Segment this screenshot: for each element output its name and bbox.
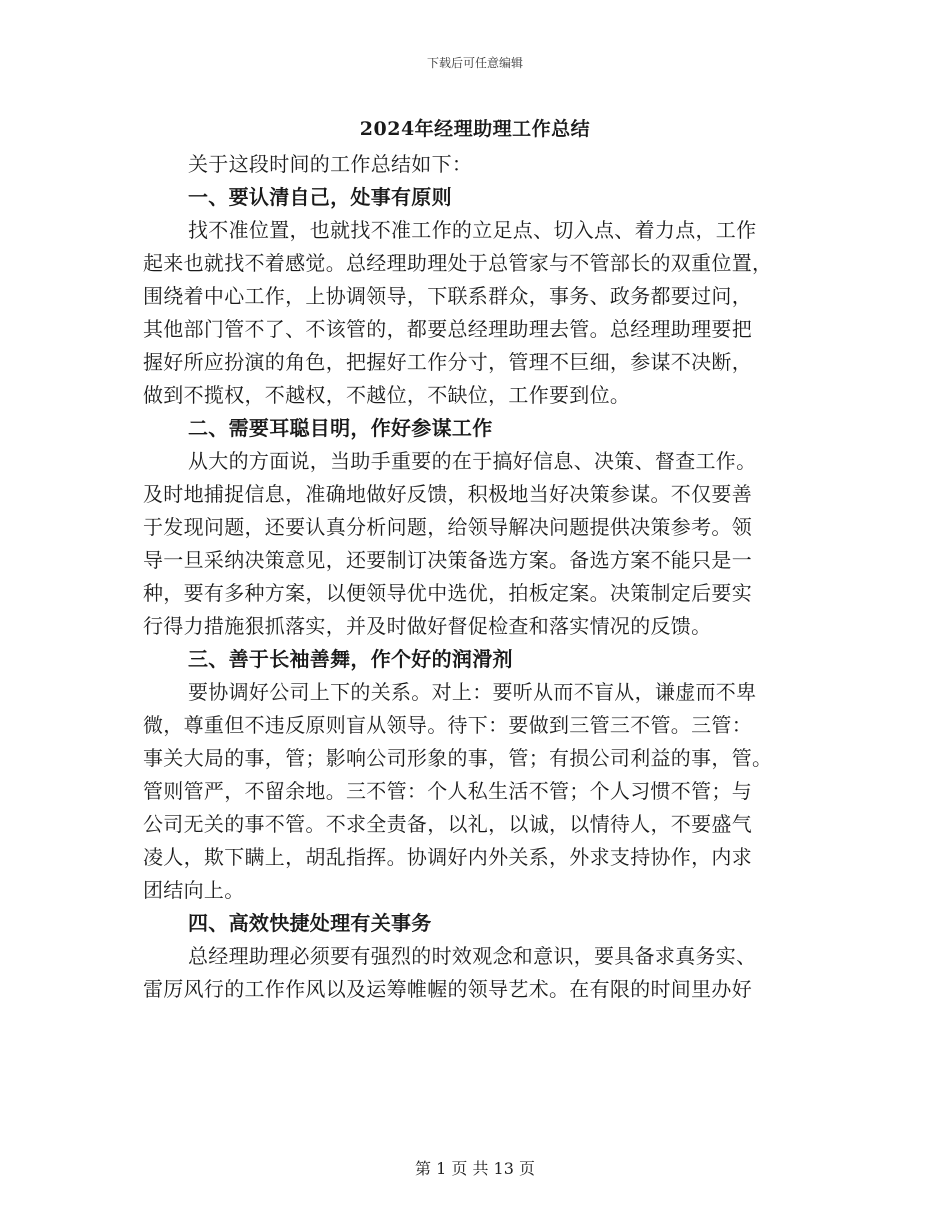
section-heading: 三、善于长袖善舞，作个好的润滑剂 [188,647,513,671]
section-heading: 一、要认清自己，处事有原则 [188,185,452,209]
body-line: 团结向上。 [143,878,245,902]
section-heading: 二、需要耳聪目明，作好参谋工作 [188,416,493,440]
body-line: 微，尊重但不违反原则盲从领导。待下：要做到三管三不管。三管： [143,713,752,737]
body-line: 凌人，欺下瞒上，胡乱指挥。协调好内外关系，外求支持协作，内求 [143,845,752,869]
body-line: 总经理助理必须要有强烈的时效观念和意识，要具备求真务实、 [188,944,757,968]
body-line: 管则管严，不留余地。三不管：个人私生活不管；个人习惯不管；与 [143,779,752,803]
document-body [143,148,813,1006]
body-line: 围绕着中心工作，上协调领导，下联系群众，事务、政务都要过问， [143,284,752,308]
body-line: 导一旦采纳决策意见，还要制订决策备选方案。备选方案不能只是一 [143,548,752,572]
body-line: 公司无关的事不管。不求全责备，以礼，以诚，以情待人，不要盛气 [143,812,752,836]
body-line: 关于这段时间的工作总结如下： [188,152,473,176]
body-line: 找不准位置，也就找不准工作的立足点、切入点、着力点，工作 [188,218,757,242]
body-line: 从大的方面说，当助手重要的在于搞好信息、决策、督查工作。 [188,449,757,473]
body-line: 于发现问题，还要认真分析问题，给领导解决问题提供决策参考。领 [143,515,752,539]
body-line: 雷厉风行的工作作风以及运筹帷幄的领导艺术。在有限的时间里办好 [143,977,752,1001]
page-number: 第 1 页 共 13 页 [415,1159,535,1178]
document-title: 2024年经理助理工作总结 [359,118,591,140]
body-line: 及时地捕捉信息，准确地做好反馈，积极地当好决策参谋。不仅要善 [143,482,752,506]
header-note: 下载后可任意编辑 [426,56,523,70]
body-line: 其他部门管不了、不该管的，都要总经理助理去管。总经理助理要把 [143,317,752,341]
body-line: 行得力措施狠抓落实，并及时做好督促检查和落实情况的反馈。 [143,614,712,638]
body-line: 种，要有多种方案，以便领导优中选优，拍板定案。决策制定后要实 [143,581,752,605]
body-line: 握好所应扮演的角色，把握好工作分寸，管理不巨细，参谋不决断， [143,350,752,374]
section-heading: 四、高效快捷处理有关事务 [188,911,432,935]
body-line: 要协调好公司上下的关系。对上：要听从而不盲从，谦虚而不卑 [188,680,757,704]
body-line: 起来也就找不着感觉。总经理助理处于总管家与不管部长的双重位置， [143,251,773,275]
body-line: 做到不揽权，不越权，不越位，不缺位，工作要到位。 [143,383,631,407]
body-line: 事关大局的事，管；影响公司形象的事，管；有损公司利益的事，管。 [143,746,773,770]
